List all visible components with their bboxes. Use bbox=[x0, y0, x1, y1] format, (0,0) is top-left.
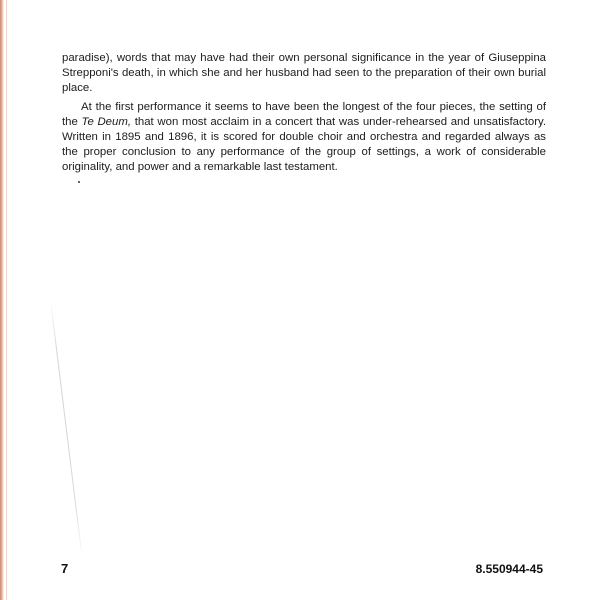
body-text bbox=[62, 51, 546, 179]
paragraph-continued: paradise), words that may have had their own personal significance in the year of Giuseppina Strepponi's death, in which she and her husband had seen to the preparation of their own burial place. bbox=[62, 52, 546, 95]
paragraph-te-deum bbox=[62, 100, 546, 176]
page-edge-binding bbox=[0, 0, 4, 600]
page-number: 7 bbox=[61, 561, 69, 576]
page-edge-shadow bbox=[6, 0, 7, 600]
stray-mark bbox=[78, 181, 80, 183]
work-title-te-deum: Te Deum, bbox=[81, 115, 132, 128]
catalog-number: 8.550944-45 bbox=[475, 562, 543, 576]
paper-crease-line bbox=[50, 300, 83, 558]
paragraph-text-after-title: that won most acclaim in a concert that was under-rehearsed and unsatisfactory. Written in 1895 and 1896, it is scored for double choir and orchestra and regarded always as the proper conclusion to any performance of the group of settings, a work of considerable originality, and power and a remarkable last testament. bbox=[62, 115, 547, 174]
paragraph-text-before-title: At the first performance it seems to have been the longest of the four pieces, the setting of the bbox=[62, 100, 546, 128]
